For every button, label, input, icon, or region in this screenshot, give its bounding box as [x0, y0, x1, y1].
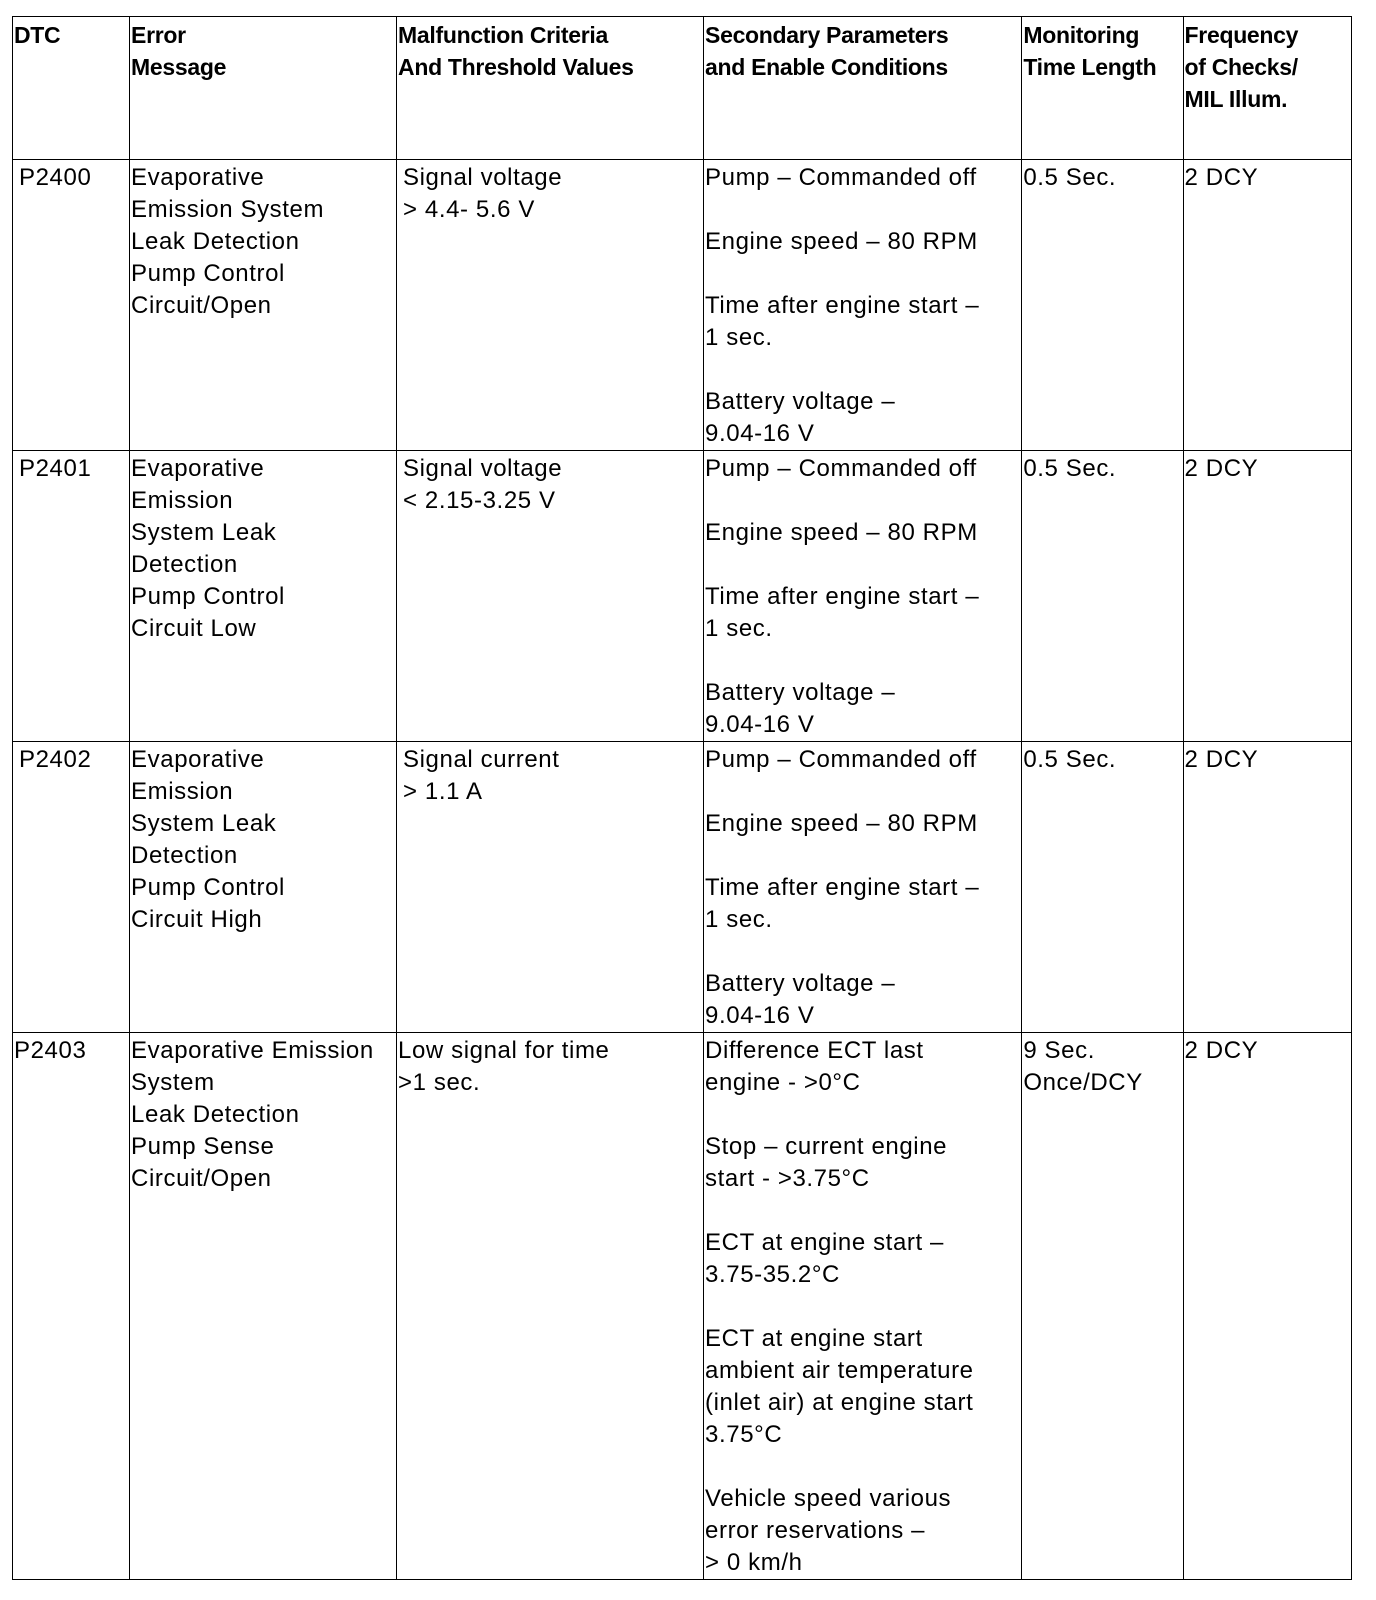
condition: Engine speed – 80 RPM	[705, 519, 978, 546]
frequency: 2 DCY	[1183, 1033, 1351, 1580]
dtc-code: P2401	[13, 451, 130, 742]
frequency: 2 DCY	[1183, 451, 1351, 742]
condition: Battery voltage – 9.04-16 V	[705, 970, 896, 1029]
table-row	[13, 160, 1352, 451]
monitoring-time: 9 Sec. Once/DCY	[1022, 1033, 1183, 1580]
header-error-message: Error Message	[130, 17, 397, 160]
condition: Engine speed – 80 RPM	[705, 810, 978, 837]
malfunction-criteria: Signal current > 1.1 A	[397, 742, 704, 1033]
frequency: 2 DCY	[1183, 160, 1351, 451]
condition: Time after engine start – 1 sec.	[705, 292, 980, 351]
condition: Vehicle speed various error reservations – > 0 km/h	[705, 1485, 952, 1576]
enable-conditions	[704, 1033, 1022, 1580]
condition: Pump – Commanded off	[705, 746, 977, 773]
condition: Time after engine start – 1 sec.	[705, 583, 980, 642]
header-frequency: Frequency of Checks/ MIL Illum.	[1183, 17, 1351, 160]
monitoring-time: 0.5 Sec.	[1022, 451, 1183, 742]
condition: ECT at engine start ambient air temperature (inlet air) at engine start 3.75°C	[705, 1325, 974, 1448]
malfunction-criteria: Signal voltage < 2.15-3.25 V	[397, 451, 704, 742]
enable-conditions	[704, 742, 1022, 1033]
header-malfunction-criteria: Malfunction Criteria And Threshold Values	[397, 17, 704, 160]
condition: Time after engine start – 1 sec.	[705, 874, 980, 933]
table-row	[13, 742, 1352, 1033]
table-row	[13, 1033, 1352, 1580]
dtc-table	[12, 16, 1352, 1580]
condition: Stop – current engine start - >3.75°C	[705, 1133, 948, 1192]
condition: Battery voltage – 9.04-16 V	[705, 388, 896, 447]
monitoring-time: 0.5 Sec.	[1022, 742, 1183, 1033]
header-secondary-parameters: Secondary Parameters and Enable Conditions	[704, 17, 1022, 160]
dtc-code: P2400	[13, 160, 130, 451]
frequency: 2 DCY	[1183, 742, 1351, 1033]
monitoring-time: 0.5 Sec.	[1022, 160, 1183, 451]
error-message: Evaporative Emission System Leak Detection Pump Sense Circuit/Open	[130, 1033, 397, 1580]
condition: Pump – Commanded off	[705, 164, 977, 191]
condition: Pump – Commanded off	[705, 455, 977, 482]
condition: Engine speed – 80 RPM	[705, 228, 978, 255]
header-monitoring-time: Monitoring Time Length	[1022, 17, 1183, 160]
error-message: Evaporative Emission System Leak Detection Pump Control Circuit High	[130, 742, 397, 1033]
condition: Difference ECT last engine - >0°C	[705, 1037, 924, 1096]
dtc-code: P2402	[13, 742, 130, 1033]
malfunction-criteria: Low signal for time >1 sec.	[397, 1033, 704, 1580]
condition: ECT at engine start – 3.75-35.2°C	[705, 1229, 944, 1288]
error-message: Evaporative Emission System Leak Detection Pump Control Circuit Low	[130, 451, 397, 742]
malfunction-criteria: Signal voltage > 4.4- 5.6 V	[397, 160, 704, 451]
condition: Battery voltage – 9.04-16 V	[705, 679, 896, 738]
enable-conditions	[704, 451, 1022, 742]
table-row	[13, 451, 1352, 742]
enable-conditions	[704, 160, 1022, 451]
header-row	[13, 17, 1352, 160]
dtc-code: P2403	[13, 1033, 130, 1580]
header-dtc: DTC	[13, 17, 130, 160]
error-message: Evaporative Emission System Leak Detection Pump Control Circuit/Open	[130, 160, 397, 451]
